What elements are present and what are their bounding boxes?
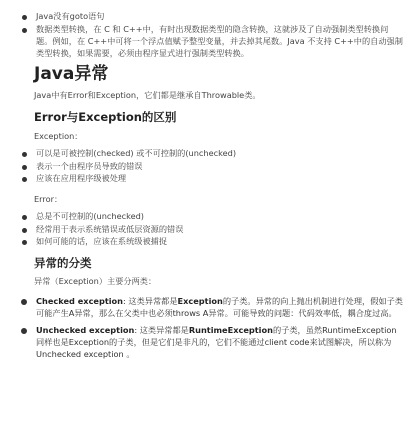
list-item: 可以是可被控制(checked) 或不可控制的(unchecked) bbox=[36, 147, 403, 159]
exception-label: Exception： bbox=[34, 131, 83, 141]
section-title: Java异常 bbox=[34, 64, 109, 84]
subsection-title-classification: 异常的分类 bbox=[34, 256, 92, 270]
error-label: Error： bbox=[34, 194, 63, 204]
top-bullet-list bbox=[36, 10, 403, 59]
list-item: 应该在应用程序级被处理 bbox=[36, 172, 403, 184]
exception-list bbox=[36, 147, 403, 184]
subsection-title-difference: Error与Exception的区别 bbox=[34, 110, 177, 124]
list-item-unchecked-exception bbox=[36, 324, 403, 360]
term-checked-exception: Checked exception bbox=[36, 296, 124, 306]
term-superclass: RuntimeException bbox=[188, 325, 273, 335]
section-intro: Java中有Error和Exception，它们都是继承自Throwable类。 bbox=[34, 90, 261, 100]
term-separator: : 这类异常都是 bbox=[123, 296, 178, 306]
list-item: 经常用于表示系统错误或低层资源的错误 bbox=[36, 223, 403, 235]
list-item: 总是不可控制的(unchecked) bbox=[36, 210, 403, 222]
list-item: 数据类型转换，在 C 和 C++中，有时出现数据类型的隐含转换，这就涉及了自动强制类型转换问题。例如，在 C++中可将一个浮点值赋予整型变量，并去掉其尾数。Java 不支持 C++中的自动强制类型转换，如果需要，必须由程序显式进行强制类型转换。 bbox=[36, 24, 403, 58]
term-unchecked-exception: Unchecked exception bbox=[36, 325, 135, 335]
term-separator: : 这类异常都是 bbox=[134, 325, 189, 335]
classification-intro: 异常（Exception）主要分两类： bbox=[34, 276, 157, 286]
list-item: 表示一个由程序员导致的错误 bbox=[36, 160, 403, 172]
list-item: Java没有goto语句 bbox=[36, 10, 403, 22]
exception-class-list bbox=[36, 295, 403, 360]
term-superclass: Exception bbox=[177, 296, 223, 306]
list-item: 如何可能的话，应该在系统级被捕捉 bbox=[36, 235, 403, 247]
list-item-checked-exception bbox=[36, 295, 403, 319]
term-description: 的子类，虽然RuntimeException同样也是Exception的子类，但是它们是非凡的，它们不能通过client code来试图解决，所以称为Unchecked exception 。 bbox=[36, 325, 397, 359]
term-description: 的子类。异常的向上抛出机制进行处理，假如子类可能产生A异常，那么在父类中也必须throws A异常。可能导致的问题：代码效率低，耦合度过高。 bbox=[36, 296, 403, 318]
error-list bbox=[36, 210, 403, 247]
